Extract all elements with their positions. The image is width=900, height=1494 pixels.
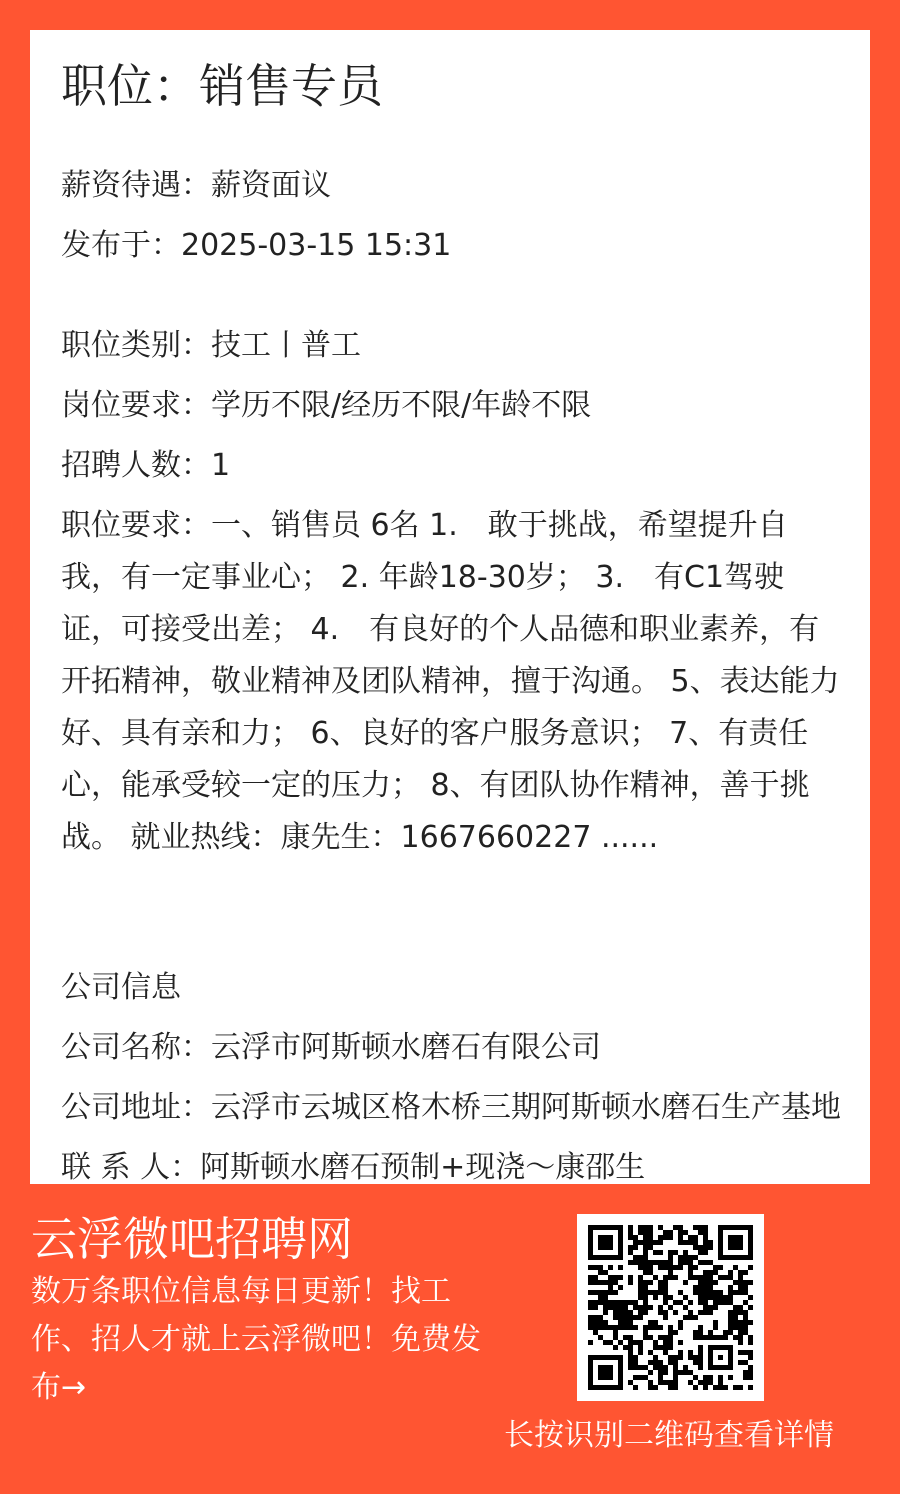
job-description: 职位要求：一、销售员 6名 1. 敢于挑战，希望提升自我，有一定事业心； 2. 年龄18-30岁； 3. 有C1驾驶证，可接受出差； 4. 有良好的个人品德和职业素养，有开拓精神，敬业精神及团队精神，擅于沟通。 5、表达能力好、具有亲和力； 6、良好的客户服务意识； 7、有责任心，能承受较一定的压力； 8、有团队协作精神，善于挑战。 就业热线：康先生：1667660227 ...... [61,508,840,855]
site-slogan-link[interactable]: 数万条职位信息每日更新！找工作、招人才就上云浮微吧！免费发布→ [31,1274,481,1405]
company-name-line: 公司名称：云浮市阿斯顿水磨石有限公司 [61,1030,601,1065]
job-requirements-line: 岗位要求：学历不限/经历不限/年龄不限 [61,388,592,423]
company-section-title: 公司信息 [61,970,181,1005]
site-name: 云浮微吧招聘网 [31,1212,353,1266]
job-title: 职位：销售专员 [61,59,383,113]
company-address-line: 公司地址：云浮市云城区格木桥三期阿斯顿水磨石生产基地 [61,1090,841,1125]
company-contact-line: 联 系 人：阿斯顿水磨石预制+现浇～康邵生 [61,1150,646,1184]
publish-date-line: 发布于：2025-03-15 15:31 [61,228,452,263]
job-category-line: 职位类别：技工丨普工 [61,328,361,363]
job-card [30,30,870,1184]
qr-code-icon [588,1225,753,1390]
qr-caption: 长按识别二维码查看详情 [504,1418,834,1453]
salary-line: 薪资待遇：薪资面议 [61,168,331,203]
qr-code[interactable] [577,1214,764,1401]
headcount-line: 招聘人数：1 [61,448,231,483]
